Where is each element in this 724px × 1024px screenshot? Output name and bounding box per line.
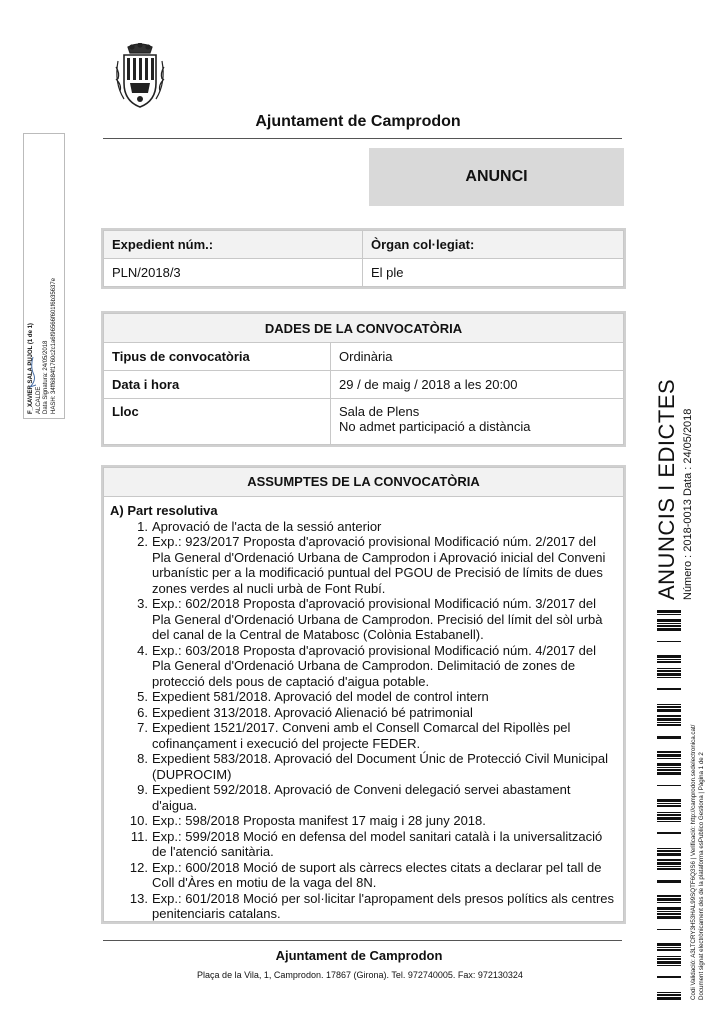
barcode-bar bbox=[657, 668, 681, 669]
barcode-bar bbox=[657, 961, 681, 964]
place-label: Lloc bbox=[104, 399, 331, 445]
convocation-data-table bbox=[103, 313, 624, 445]
document-type-box bbox=[369, 148, 624, 206]
barcode-bar bbox=[657, 767, 681, 768]
barcode-bar bbox=[657, 850, 681, 852]
footer-address: Plaça de la Vila, 1, Camprodon. 17867 (Girona). Tel. 972740005. Fax: 972130324 bbox=[197, 970, 523, 980]
expedient-number-value: PLN/2018/3 bbox=[104, 259, 363, 287]
barcode-bar bbox=[657, 814, 681, 816]
agenda-item-number: 7. bbox=[137, 720, 148, 735]
barcode-bar bbox=[657, 916, 681, 919]
barcode-bar bbox=[657, 751, 681, 753]
barcode-bar bbox=[657, 623, 681, 624]
agenda-item-text: Exp.: 599/2018 Moció en defensa del model sanitari català i la universalització de l'atenció sanitària. bbox=[152, 828, 603, 859]
signature-date: Data Signatura: 24/05/2018 bbox=[43, 340, 49, 414]
barcode-bar bbox=[657, 853, 681, 856]
barcode-bar bbox=[657, 949, 681, 951]
agenda-item bbox=[110, 705, 617, 721]
barcode-bar bbox=[657, 803, 681, 804]
barcode-bar bbox=[657, 785, 681, 786]
agenda-item-text: Expedient 313/2018. Aprovació Alienació bé patrimonial bbox=[152, 704, 473, 720]
place-value-line2: No admet participació a distància bbox=[339, 419, 531, 434]
expedient-table bbox=[103, 230, 624, 287]
agenda-item-text: Exp.: 600/2018 Moció de suport als càrrecs electes citats a declarar pel tall de Coll d'Àres en motiu de la vaga del 8N. bbox=[152, 859, 602, 890]
barcode-bar bbox=[657, 718, 681, 721]
barcode-bar bbox=[657, 997, 681, 1000]
agenda-item-number: 12. bbox=[129, 859, 148, 875]
barcode-bar bbox=[657, 866, 681, 867]
agenda-item-text: Expedient 583/2018. Aprovació del Document Únic de Protecció Civil Municipal (DUPROCIM) bbox=[152, 751, 608, 782]
barcode-bar bbox=[657, 956, 681, 957]
barcode-bar bbox=[657, 862, 681, 865]
barcode-bar bbox=[657, 763, 681, 766]
barcode-bar bbox=[657, 709, 681, 712]
barcode-bar bbox=[657, 677, 681, 678]
date-time-label: Data i hora bbox=[104, 371, 331, 399]
barcode-bar bbox=[657, 758, 681, 759]
agenda-item-text: Expedient 581/2018. Aprovació del model de control intern bbox=[152, 689, 489, 704]
barcode-bar bbox=[657, 911, 681, 912]
barcode-bar bbox=[657, 880, 681, 883]
barcode-bar bbox=[657, 772, 681, 775]
agenda-box bbox=[103, 467, 624, 922]
organ-value: El ple bbox=[363, 259, 624, 287]
barcode-bar bbox=[657, 619, 681, 622]
coat-of-arms-logo bbox=[110, 43, 170, 111]
barcode-bar bbox=[657, 610, 681, 613]
barcode-bar bbox=[657, 812, 681, 813]
convocation-type-value: Ordinària bbox=[331, 343, 624, 371]
agenda-item-number: 6. bbox=[137, 704, 148, 720]
agenda-item-number: 3. bbox=[137, 596, 148, 611]
barcode-bar bbox=[657, 625, 681, 627]
agenda-item bbox=[110, 813, 617, 829]
barcode-bar bbox=[657, 902, 681, 903]
agenda-item-number: 5. bbox=[137, 689, 148, 704]
date-time-value: 29 / de maig / 2018 a les 20:00 bbox=[331, 371, 624, 399]
footer-organization: Ajuntament de Camprodon bbox=[275, 948, 443, 963]
barcode-bar bbox=[657, 898, 681, 901]
barcode-bar bbox=[657, 821, 681, 822]
agenda-item bbox=[110, 782, 617, 813]
barcode-bar bbox=[657, 706, 681, 708]
barcode-bar bbox=[657, 799, 681, 802]
agenda-item-text: Expedient 1521/2017. Conveni amb el Consell Comarcal del Ripollès pel cofinançament i execució del projecte FEDER. bbox=[152, 720, 571, 751]
agenda-item bbox=[110, 720, 617, 751]
annex-number-date: Número : 2018-0013 Data : 24/05/2018 bbox=[682, 408, 694, 600]
barcode-bar bbox=[657, 817, 681, 820]
barcode-bar bbox=[657, 859, 681, 861]
barcode-bar bbox=[657, 994, 681, 996]
barcode-bar bbox=[657, 992, 681, 993]
barcode-bar bbox=[657, 769, 681, 771]
agenda-item-number: 11. bbox=[130, 828, 148, 844]
agenda-item-number: 13. bbox=[129, 890, 148, 906]
annex-category: ANUNCIS I EDICTES bbox=[654, 378, 679, 600]
barcode-bar bbox=[657, 641, 681, 642]
signer-role: ALCALDE bbox=[35, 386, 42, 414]
place-value-line1: Sala de Plens bbox=[339, 404, 420, 419]
annex-validation-note bbox=[690, 725, 706, 1000]
barcode bbox=[657, 610, 681, 1000]
barcode-bar bbox=[657, 947, 681, 948]
agenda-item bbox=[110, 689, 617, 705]
barcode-bar bbox=[657, 661, 681, 663]
agenda-item-text: Aprovació de l'acta de la sessió anterior bbox=[152, 518, 382, 534]
agenda-section-heading: A) Part resolutiva bbox=[110, 503, 218, 518]
barcode-bar bbox=[657, 907, 681, 910]
barcode-bar bbox=[657, 965, 681, 966]
agenda-item-number: 8. bbox=[137, 751, 148, 766]
barcode-bar bbox=[657, 976, 681, 978]
agenda-item-text: Exp.: 598/2018 Proposta manifest 17 maig i 28 juny 2018. bbox=[152, 813, 486, 828]
barcode-bar bbox=[657, 958, 681, 960]
signer-name: F_XAVIER SALA PUJOL (1 de 1) bbox=[28, 323, 34, 414]
barcode-bar bbox=[657, 722, 681, 723]
page-title: Ajuntament de Camprodon bbox=[255, 113, 461, 130]
agenda-item bbox=[110, 891, 617, 922]
document-type-label: ANUNCI bbox=[465, 168, 528, 185]
footer-divider bbox=[103, 940, 622, 941]
convocation-data-title: DADES DE LA CONVOCATÒRIA bbox=[104, 314, 624, 343]
agenda-item-text: Exp.: 603/2018 Proposta d'aprovació provisional Modificació núm. 4/2017 del Pla General d'Ordenació Urbana de Camprodon. Delimitació de zones de protecció dels pous de captació d'aigua potable. bbox=[152, 642, 597, 689]
agenda-item-text: Exp.: 923/2017 Proposta d'aprovació provisional Modificació núm. 2/2017 del Pla General d'Ordenació Urbana de Camprodon i Aprovació inicial del Conveni urbanístic per a la modificació puntual del PGOU de Precisió de límits de dues zones verdes al nucli urbà de Font Rubí. bbox=[152, 534, 606, 596]
convocation-type-label: Tipus de convocatòria bbox=[104, 343, 331, 371]
barcode-bar bbox=[657, 754, 681, 757]
barcode-bar bbox=[657, 614, 681, 615]
barcode-bar bbox=[657, 628, 681, 631]
agenda-item bbox=[110, 751, 617, 782]
barcode-bar bbox=[657, 848, 681, 849]
barcode-bar bbox=[657, 736, 681, 739]
agenda-item bbox=[110, 519, 617, 535]
agenda-item-number: 2. bbox=[137, 534, 148, 549]
agenda-item-number: 4. bbox=[137, 642, 148, 658]
organ-label: Òrgan col·legiat: bbox=[363, 231, 624, 259]
agenda-item bbox=[110, 860, 617, 891]
header-divider bbox=[103, 138, 622, 139]
signature-hash: HASH: 34ff6884f1760c2c1a6f96566f601f6b35637e bbox=[50, 277, 57, 414]
agenda-item-number: 10. bbox=[129, 813, 148, 828]
barcode-bar bbox=[657, 895, 681, 897]
barcode-bar bbox=[657, 673, 681, 676]
agenda-item bbox=[110, 829, 617, 860]
agenda-item-text: Expedient 592/2018. Aprovació de Conveni delegació servei abastament d'aigua. bbox=[152, 782, 571, 813]
barcode-bar bbox=[657, 670, 681, 672]
handwritten-signature bbox=[24, 355, 40, 395]
agenda-item-text: Exp.: 601/2018 Moció per sol·licitar l'apropament dels presos polítics als centres penitenciaris catalans. bbox=[152, 890, 615, 921]
agenda-item bbox=[110, 534, 617, 596]
agenda-item-number: 1. bbox=[137, 518, 148, 534]
agenda-item bbox=[110, 596, 617, 643]
barcode-bar bbox=[657, 688, 681, 690]
barcode-bar bbox=[657, 805, 681, 807]
barcode-bar bbox=[657, 715, 681, 717]
validation-line: Codi Validació: A3LTCRY3H53HAL99SQTF6Q3S6 | Verificació: http://camprodon.sedelectronica.cat/ bbox=[690, 724, 697, 1000]
barcode-bar bbox=[657, 832, 681, 834]
agenda-list bbox=[110, 519, 617, 922]
barcode-bar bbox=[657, 929, 681, 930]
platform-line: Document signat electrònicament des de la plataforma esPublico Gestiona | Pàgina 1 de 2 bbox=[698, 752, 705, 1000]
agenda-item-text: Exp.: 602/2018 Proposta d'aprovació provisional Modificació núm. 3/2017 del Pla General d'Ordenació Urbana de Camprodon. Precisió del límit del sòl urbà del canal de la Central de Matabosc (Colònia Estabanell). bbox=[152, 596, 603, 642]
barcode-bar bbox=[657, 724, 681, 726]
expedient-number-label: Expedient núm.: bbox=[104, 231, 363, 259]
barcode-bar bbox=[657, 655, 681, 658]
agenda-item bbox=[110, 643, 617, 690]
barcode-bar bbox=[657, 704, 681, 705]
barcode-bar bbox=[657, 943, 681, 946]
barcode-bar bbox=[657, 659, 681, 660]
barcode-bar bbox=[657, 868, 681, 870]
place-value bbox=[331, 399, 624, 445]
agenda-item-number: 9. bbox=[137, 782, 148, 797]
agenda-title: ASSUMPTES DE LA CONVOCATÒRIA bbox=[104, 468, 623, 497]
barcode-bar bbox=[657, 913, 681, 915]
